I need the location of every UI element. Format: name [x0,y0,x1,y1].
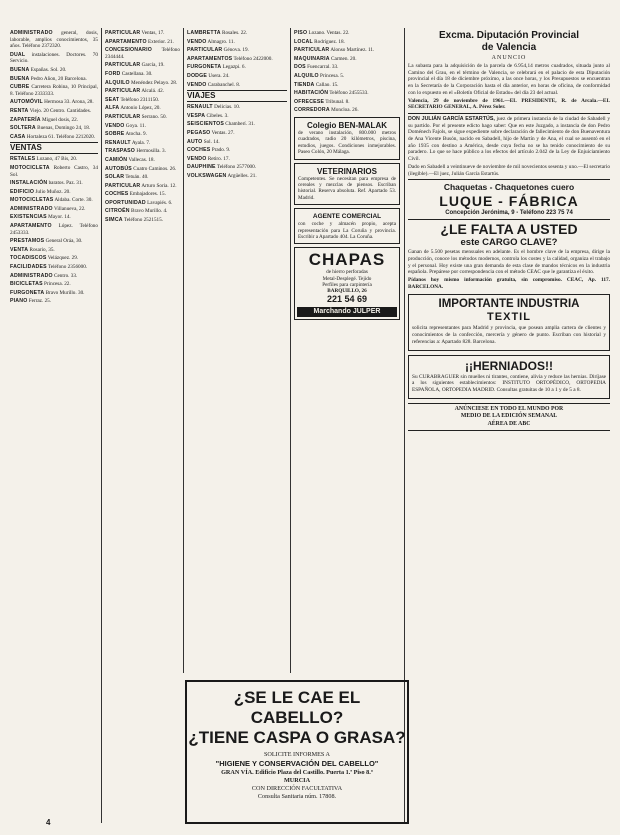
classified-ad-heading: TOCADISCOS [10,255,47,262]
agente-text: con coche y almacén propio, acepta representación para La Coruña y provincia. Escribir a Apartado 404. La Coruña. [298,221,396,240]
classified-ad [10,255,98,262]
classified-ad-heading: CORREDORA [294,107,330,114]
classified-ad-text: García, 19. [141,62,165,69]
classified-ad-text: Antonio López, 20. [120,105,161,112]
classified-ad-text: Lozano. Ventas. 22. [308,30,350,36]
classified-ad-heading: OFRECESE [294,98,325,105]
classified-ad-text: Ayala. 7. [131,139,151,146]
classified-ad-text: baratos. Paz. 31. [48,180,83,187]
classified-ad-heading: DAUPHINE [187,164,216,171]
classified-ad [10,298,98,305]
abc-line: MEDIO DE LA EDICIÓN SEMANAL [460,413,558,420]
classified-ad [294,107,400,114]
classified-ad-heading: APARTAMENTOS [187,55,233,62]
classified-ad-text: Pedro Añon, 20 Barcelona. [30,75,87,82]
classified-ad [105,131,180,138]
classified-ad-heading: CUBRE [10,84,30,91]
classified-ad-heading: VENTA [10,246,29,253]
chapas-line: Metal-Desplegé. Tejido [322,275,372,282]
classified-ad [294,73,400,80]
classified-ad-text: Arturo Soria. 12. [141,182,177,189]
classified-ad-heading: MAQUINARIA [294,55,330,62]
classified-ad [10,67,98,74]
classified-ad-heading: BICICLETAS [10,281,43,288]
classified-ad [187,64,287,71]
classified-ad [187,73,287,80]
chapas-footer: Marchando JULPER [297,307,397,317]
colegio-title: Colegio BEN-MALAK [307,120,387,130]
classified-ad-heading: SOBRE [105,131,125,138]
classified-ad-text: instalaciones. Doctores. 70 Servicio. [10,51,98,65]
falta-headline: ¿LE FALTA A USTED [440,221,578,238]
classified-ad [105,71,180,78]
classified-ad-text: Velázquez. 29. [47,255,79,262]
classified-ad [294,99,400,106]
classified-ad-heading: PARTICULAR [294,47,330,54]
classified-ad-heading: PIANO [10,298,28,305]
classified-ad-heading: CONCESIONARIO [105,47,152,54]
classified-ad [10,52,98,65]
hernias-ad [408,355,610,399]
classified-ad-heading: VENDO [105,122,125,129]
classified-ad-heading: MOTOCICLETAS [10,197,54,204]
classified-ad [294,90,400,97]
classified-ad-heading: DUAL [10,51,26,58]
classified-ad-text: Princesa. 5. [320,72,345,79]
classified-ad-text: Tetuán. 40. [125,174,149,181]
classified-ad-text: Viejo. 20 Centro. Cantidades. [29,107,92,114]
cabello-address: GRAN VÍA. Edificio Plaza del Castillo. Puerta 1.ª Piso 8.º [221,769,373,776]
classified-ad-text: Rosales. 22. [221,30,248,36]
classified-ad [105,183,180,190]
classified-ad-text: Teléfono 2356000. [48,264,88,271]
classified-ad [105,105,180,112]
classified-ad [187,156,287,163]
classified-ad-text: Rosario, 35. [29,246,55,253]
classified-ad-text: General Oráa, 30. [45,238,83,245]
classified-ad-heading: RENAULT [187,104,213,111]
classified-ad-heading: CASA [10,133,26,140]
classified-ad-heading: DOS [294,64,306,71]
classified-ad-text: Génova. 19. [223,47,249,54]
classified-ad-heading: PRESTAMOS [10,238,45,245]
classified-ad-text: Legazpi. 6. [222,64,246,71]
classified-ad-heading: AUTOMÓVIL [10,99,43,106]
classified-ad-text: Españas. Sol. 20. [30,66,67,73]
classified-ad [105,217,180,224]
classified-ad [187,56,287,63]
cabello-solicite: SOLICITE INFORMES A [263,751,330,758]
classified-ad [10,206,98,213]
classified-ad-heading: APARTAMENTO [105,38,147,45]
classified-ad-heading: AUTO [187,138,203,145]
classified-ad [105,97,180,104]
classified-ad [105,174,180,181]
chapas-line: Perfiles para carpintería [322,281,372,288]
classified-ad-text: Teléfono 2455533. [329,90,369,97]
classified-ad-heading: PEGASO [187,129,211,136]
classified-ad [10,99,98,106]
classified-ad-text: Exterior. 21. [147,38,174,45]
classified-ad [187,113,287,120]
classified-ad [10,197,98,204]
classified-ad [187,164,287,171]
classified-ad-heading: TIENDA [294,81,315,88]
industria-title-2: TEXTIL [487,311,531,324]
classified-ad [187,39,287,46]
divider [408,113,610,114]
hernias-body: Su CURABRAGUER sin muelles ni tirantes, contiene, alivia y reduce las hernias. Diríjase a los siguientes establecimientos: INSTITUTO ORTOPÉDICO, ORTOPEDIA ESPAÑOLA, ORTOPEDIA MADRID. Consultas gratuitas de 10 a 1 y de 5 a 8. [412,373,606,393]
chapas-title: CHAPAS [308,250,386,270]
agente-ad [294,208,400,244]
classified-ad-heading: PARTICULAR [105,113,141,120]
abc-line: ANÚNCIESE EN TODO EL MUNDO POR [454,405,564,412]
classified-ad [187,173,287,180]
column-divider [101,28,102,823]
chaquetas-heading: Chaquetas - Chaquetones cuero [443,182,575,193]
classified-ad-text: Rodríguez. 18. [314,38,345,45]
classified-ad-heading: EXISTENCIAS [10,214,47,221]
colegio-text: de verano instalación, 800.000 metros cuadrados, radio 20 kilómetros, piscina, estudios, juegos. Condiciones inmejorables. Paseo Colón, 20 Málaga. [298,129,396,156]
classified-ad [105,140,180,147]
classified-ad [105,191,180,198]
classified-ad [187,30,287,37]
classified-ad-text: Fuencarral. 33. [307,64,339,71]
classified-column-4 [294,30,400,675]
classified-ad [10,238,98,245]
classified-ad [10,165,98,178]
diputacion-body: La subasta para la adquisición de la parcela de 6.954,14 metros cuadrados, situada junto al Camino del Grau, en el término de Valencia, se celebrará en el palacio de esta Diputación provincial el día 18 de diciembre próximo, a las once horas, y los Presupuestos se encuentran en la Secretaría de la Corporación hasta el día anterior, en horas de oficina, de conformidad con lo expuesto en el «Boletín Oficial de Estado» del día 23 del actual. [408,63,610,96]
classified-ad [294,47,400,54]
classified-ad-text: Castellana. 30. [121,70,153,77]
chaquetas-address: Concepción Jerónima, 9 - Teléfono 223 75 74 [445,210,573,217]
classified-ad-text: Cibeles. 3. [206,112,229,119]
classified-ad-text: Hermosa 33. Arona, 28. [44,99,94,106]
classified-ad-text: Vallecas. 18. [128,156,155,163]
classified-ad-heading: SOLAR [105,174,125,181]
classified-ad-heading: PARTICULAR [105,88,141,95]
classified-ad-text: Delicias. 10. [214,104,241,111]
classified-ad-heading: SEAT [105,96,120,103]
classified-ad-text: López. Teléfono 2453333. [10,223,98,236]
classified-ad [294,82,400,89]
falta-signature: Pídanos hoy mismo información gratuita, sin compromiso. CEAC, Ap. 117. BARCELONA. [408,277,610,290]
classified-ad [187,130,287,137]
classified-ad [105,123,180,130]
classified-ad-heading: EDIFICIO [10,188,35,195]
classified-ad-heading: AUTOBÚS [105,165,132,172]
classified-ad-text: Alonso Martínez. 11. [330,47,375,54]
veterinarios-title: VETERINARIOS [316,166,377,176]
classified-ad-text: Teléfono 2344444. [105,47,180,60]
classified-ad-heading: RENAULT [105,139,131,146]
classified-ad-heading: TRASPASO [105,148,136,155]
falta-subheadline: este CARGO CLAVE? [460,237,558,249]
column-divider [290,28,291,673]
classified-ad-text: Teléfono 2577000. [216,164,257,171]
industria-body: solicita representantes para Madrid y provincia, que posean amplia cartera de clientes y conocimientos de la confección, mercería y género de punto. Escriban con historial y referencias a: Apartado 828. Barcelona. [412,325,606,345]
classified-ad-heading: BUENA [10,66,30,73]
chapas-line: de hierro perforadas [326,269,368,276]
diputacion-title-2: de Valencia [481,42,537,53]
colegio-ad [294,117,400,160]
classified-ad-heading: COCHES [187,147,211,154]
classified-ad [10,30,98,50]
cabello-ad [185,680,409,824]
classified-ad [105,47,180,60]
classified-ad-heading: ADMINISTRADO [10,205,53,212]
right-column [408,30,610,431]
classified-ad-heading: RENTA [10,107,29,114]
classified-ad-text: Chamberí. 31. [225,121,255,128]
classified-ad-text: Ventas. 27. [211,129,235,136]
classified-ad-text: Tribunal. 8. [325,98,350,105]
classified-ad-heading: MOTOCICLETA [10,164,50,171]
classified-ad-text: Embajadores. 15. [129,191,166,198]
classified-ad-heading: SEISCIENTOS [187,121,224,128]
classified-ad [10,223,98,236]
classified-ad-text: Usera. 24. [208,72,230,79]
classified-ad-heading: PISO [294,30,308,36]
classified-ad-text: Princesa. 22. [44,281,71,288]
classified-ad-text: Villanueva, 22. [53,205,86,212]
classified-ad-heading: APARTAMENTO [10,223,52,230]
classified-column-2 [105,30,180,670]
veterinarios-ad [294,163,400,206]
divider [408,179,610,180]
veterinarios-text: Competentes. Se necesitan para empresa de cereales y mezclas de piensos. Escriban historial. Reserva absoluta. Ref. Apartado 53. Madrid. [298,175,396,201]
classified-ad-heading: PARTICULAR [105,62,141,69]
classified-ad [105,88,180,95]
classified-ad-text: Aldaba. Corte. 30. [54,197,93,204]
section-heading: VIAJES [187,90,287,102]
classified-ad-text: Bravo Murillo. 30. [45,289,85,296]
classified-ad-text: Goya. 11. [125,122,146,129]
classified-ad-heading: RETALES [10,156,36,163]
classified-ad-text: Cuatro Caminos. 26. [133,165,177,172]
classified-ad-text: Miguel dosis, 22. [42,116,79,123]
classified-ad-text: Moncloa. 26. [331,107,359,114]
classified-ad-text: Buenas, Domingo 24, 18. [37,125,91,132]
classified-ad-text: Retiro. 17. [207,155,230,162]
classified-ad-heading: ADMINISTRADO [10,30,53,36]
classified-column-3 [187,30,287,670]
classified-ad-text: Almagro. 11. [207,38,235,45]
classified-ad [10,273,98,280]
classified-ad-heading: FORD [105,70,121,77]
classified-ad [294,39,400,46]
classified-ad [10,281,98,288]
classified-ad [105,30,180,37]
classified-ad [294,64,400,71]
classified-ad [10,117,98,124]
classified-ad [10,214,98,221]
edicto-head: DON JULIÁN GARCÍA ESTARTÚS, [408,115,495,122]
classified-ad [105,114,180,121]
diputacion-subtitle: ANUNCIO [491,55,527,61]
classified-ad [10,156,98,163]
classified-ad [105,80,180,87]
classified-ad-text: Teléfono 2521515. [123,217,164,224]
classified-ad-heading: ALQUILO [105,79,130,86]
industria-title: IMPORTANTE INDUSTRIA [438,298,580,311]
classified-ad-heading: DODGE [187,72,208,79]
classified-ad [10,84,98,97]
classified-ad-text: Ferraz. 25. [28,298,52,305]
industria-ad [408,294,610,350]
hernias-title: ¡¡HERNIADOS!! [465,358,553,373]
abc-line: AÉREA DE ABC [487,420,531,427]
classified-ad-text: Atocha. 9. [125,131,147,138]
classified-ad-heading: SOLTERA [10,125,36,132]
classified-ad-heading: CAMIÓN [105,156,128,163]
classified-ad-heading: BUENA [10,75,30,82]
classified-ad-text: Argüelles. 21. [227,172,257,179]
edicto-body: juez de primera instancia de la ciudad de Sabadell y su partido. Por el presente edicto hago saber: Que en este Juzgado, a instancia de don Pedro Doménech Fajols, se sigue expediente sobre declaración de fallecimiento de don Buenaventura de Ana Vicente Busón, nacido en Sabadell, hijo de Martín y de Ana, el cual se ausentó en el año 1935 con destino a América, desde cuya fecha no se ha tenido conocimiento de su paradero. Lo que se hace público a los efectos del artículo 2.042 de la Ley de Enjuiciamiento Civil. [408,115,610,163]
classified-ad-heading: ADMINISTRADO [10,272,53,279]
cabello-direction: CON DIRECCIÓN FACULTATIVA [251,785,343,792]
classified-ad [10,290,98,297]
classified-ad-text: Carmen. 20. [331,55,357,62]
abc-ad [408,403,610,432]
classified-ad-text: Sol. 14. [203,138,220,145]
classified-ad-text: Carretera Robina, 10 Principal, 8. Teléfono 2333333. [10,84,98,97]
classified-ad-heading: CITROËN [105,208,130,215]
classified-ad-text: Prado. 9. [211,147,231,154]
classified-ad-heading: OPORTUNIDAD [105,199,146,206]
cabello-registration: Consulta Sanitaria núm. 17808. [257,793,337,800]
classified-ad-text: Alcalá. 42. [141,88,164,95]
classified-ad-heading: HABITACIÓN [294,90,329,97]
classified-ad-text: Hortaleza 61. Teléfono 2212020. [26,133,96,140]
classified-ad-heading: LOCAL [294,38,313,45]
classified-ad-heading: FURGONETA [187,64,222,71]
classified-ad [105,62,180,69]
section-heading: VENTAS [10,142,98,154]
classified-ad-text: general, dosis, laborable, amplios conocimientos, 35 años. Teléfono 2372320. [10,30,98,50]
classified-ad [105,208,180,215]
divider [408,219,610,220]
classified-ad-text: Julio Muñoz. 20. [35,188,71,195]
classified-ad [294,56,400,63]
classified-ad-text: Callao. 15. [315,81,339,88]
edicto-notice [408,116,610,163]
classified-ad [187,82,287,89]
classified-ad-text: Mayor. 14. [48,214,71,221]
classified-ad-text: Ventas, 17. [141,30,165,36]
classified-ad [10,264,98,271]
cabello-city: MURCIA [283,777,311,784]
classified-ad-heading: FURGONETA [10,289,45,296]
classified-ad [105,148,180,155]
classified-ad [187,104,287,111]
classified-ad [10,125,98,132]
classified-ad-text: Roberto Castro, 34 Sol. [10,164,98,178]
classified-ad-heading: LAMBRETTA [187,30,221,36]
classified-ad-heading: ZAPATERÍA [10,116,41,123]
classified-ad [105,39,180,46]
column-divider [183,28,184,673]
classified-ad [294,30,400,37]
page-number: 4 [46,818,51,827]
cabello-headline: ¿SE LE CAE EL CABELLO? [233,688,361,727]
classified-ad [10,189,98,196]
classified-ad-heading: ALQUILO [294,72,319,79]
classified-ad-text: Centro. 33. [54,272,78,279]
classified-ad-heading: INSTALACIÓN [10,180,48,187]
classified-ad-text: Carabanchel. 8. [207,81,241,88]
classified-ad-heading: VOLKSWAGEN [187,172,227,179]
classified-ad-heading: VESPA [187,112,206,119]
classified-ad-text: Lavapiés. 6. [147,199,173,206]
classified-ad-heading: COCHES [105,191,129,198]
classified-ad-heading: FACILIDADES [10,264,47,271]
classified-ad [105,166,180,173]
classified-ad-heading: VENDO [187,81,207,88]
classified-ad-text: Teléfono 2311150. [120,96,160,103]
classified-ad-heading: VENDO [187,38,207,45]
classified-ad-text: Serrano. 50. [141,113,167,120]
chapas-address: BARQUILLO, 26 [327,288,367,295]
classified-ad-text: Teléfono 2422000. [233,55,273,62]
classified-ad [105,200,180,207]
classified-ad [187,47,287,54]
classified-ad-text: Hermosilla. 3. [136,148,166,155]
classified-ad [10,108,98,115]
chapas-ad [294,247,400,320]
cabello-headline-2: ¿TIENE CASPA O GRASA? [188,728,406,747]
cabello-institute: "HIGIENE Y CONSERVACIÓN DEL CABELLO" [215,759,379,768]
diputacion-title: Excma. Diputación Provincial [438,30,580,41]
classified-ad-text: Lozano, 47 Bis, 20. [36,156,78,163]
classified-column-1 [10,30,98,820]
classified-ad-heading: SIMCA [105,217,123,224]
classified-ad [187,121,287,128]
classified-ad [187,147,287,154]
classified-ad-heading: VENDO [187,155,207,162]
chaquetas-brand: LUQUE - FÁBRICA [439,193,579,210]
agente-title: AGENTE COMERCIAL [312,213,382,221]
classified-ad-text: Bravo Murillo. 4. [131,208,168,215]
chapas-phone: 221 54 69 [326,294,368,305]
diputacion-signature: Valencia, 29 de noviembre de 1961.—EL PRESIDENTE, R. de Arcala.—EL SECRETARIO GENERAL, A. Pérez Soler. [408,97,610,111]
classified-ad [105,157,180,164]
classified-ad [10,180,98,187]
classified-ad [187,139,287,146]
classified-ad-text: Menéndez Pelayo. 28. [131,79,178,86]
classified-ad [10,134,98,141]
edicto-signature: Dado en Sabadell a veintinueve de noviembre de mil novecientos sesenta y uno.—El secretario (ilegible).—El juez, Julián García Estartús. [408,163,610,177]
classified-ad [10,76,98,83]
falta-body: Ganan de 5.500 pesetas mensuales en adelante. Es el hombre clave de la empresa, dirige la producción, conoce los métodos modernos, controla los costes y la calidad, organiza el trabajo y el personal. Hoy existe una gran demanda de esta clase de mandos técnicos en la industria española. Prepárese por correspondencia con el método CEAC que le garantiza el éxito. [408,249,610,276]
classified-ad-heading: PARTICULAR [105,182,141,189]
classified-ad-heading: PARTICULAR [105,30,141,36]
classified-ad [10,247,98,254]
classified-ad-heading: PARTICULAR [187,47,223,54]
classified-ad-heading: ALFA [105,105,120,112]
